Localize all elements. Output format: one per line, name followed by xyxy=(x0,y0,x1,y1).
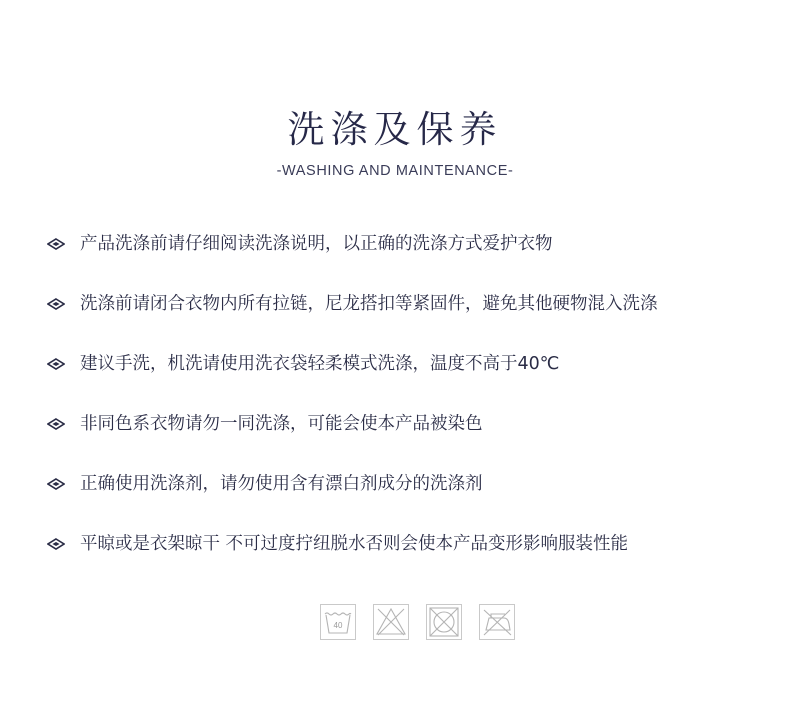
list-item xyxy=(46,231,766,291)
list-item xyxy=(46,471,766,531)
diamond-bullet-icon xyxy=(46,291,66,317)
instruction-text: 非同色系衣物请勿一同洗涤，可能会使本产品被染色 xyxy=(80,414,483,434)
do-not-iron-icon xyxy=(479,604,515,640)
care-icons-row xyxy=(320,604,515,640)
list-item xyxy=(46,531,766,591)
do-not-tumble-dry-icon xyxy=(426,604,462,640)
list-item xyxy=(46,351,766,411)
do-not-bleach-icon xyxy=(373,604,409,640)
page-subtitle: -WASHING AND MAINTENANCE- xyxy=(276,163,514,179)
instruction-text: 建议手洗，机洗请使用洗衣袋轻柔模式洗涤，温度不高于40℃ xyxy=(80,354,560,374)
diamond-bullet-icon xyxy=(46,231,66,257)
list-item xyxy=(46,411,766,471)
wash-40-icon xyxy=(320,604,356,640)
wash-temperature-label: 40 xyxy=(333,621,343,630)
diamond-bullet-icon xyxy=(46,531,66,557)
diamond-bullet-icon xyxy=(46,411,66,437)
instruction-text: 平晾或是衣架晾干 不可过度拧纽脱水否则会使本产品变形影响服装性能 xyxy=(80,534,629,554)
page-title: 洗涤及保养 xyxy=(287,108,503,151)
instruction-text: 正确使用洗涤剂，请勿使用含有漂白剂成分的洗涤剂 xyxy=(80,474,483,494)
diamond-bullet-icon xyxy=(46,471,66,497)
list-item xyxy=(46,291,766,351)
diamond-bullet-icon xyxy=(46,351,66,377)
instruction-text: 产品洗涤前请仔细阅读洗涤说明，以正确的洗涤方式爱护衣物 xyxy=(80,234,553,254)
care-instructions-list xyxy=(46,231,766,591)
instruction-text: 洗涤前请闭合衣物内所有拉链，尼龙搭扣等紧固件，避免其他硬物混入洗涤 xyxy=(80,294,658,314)
